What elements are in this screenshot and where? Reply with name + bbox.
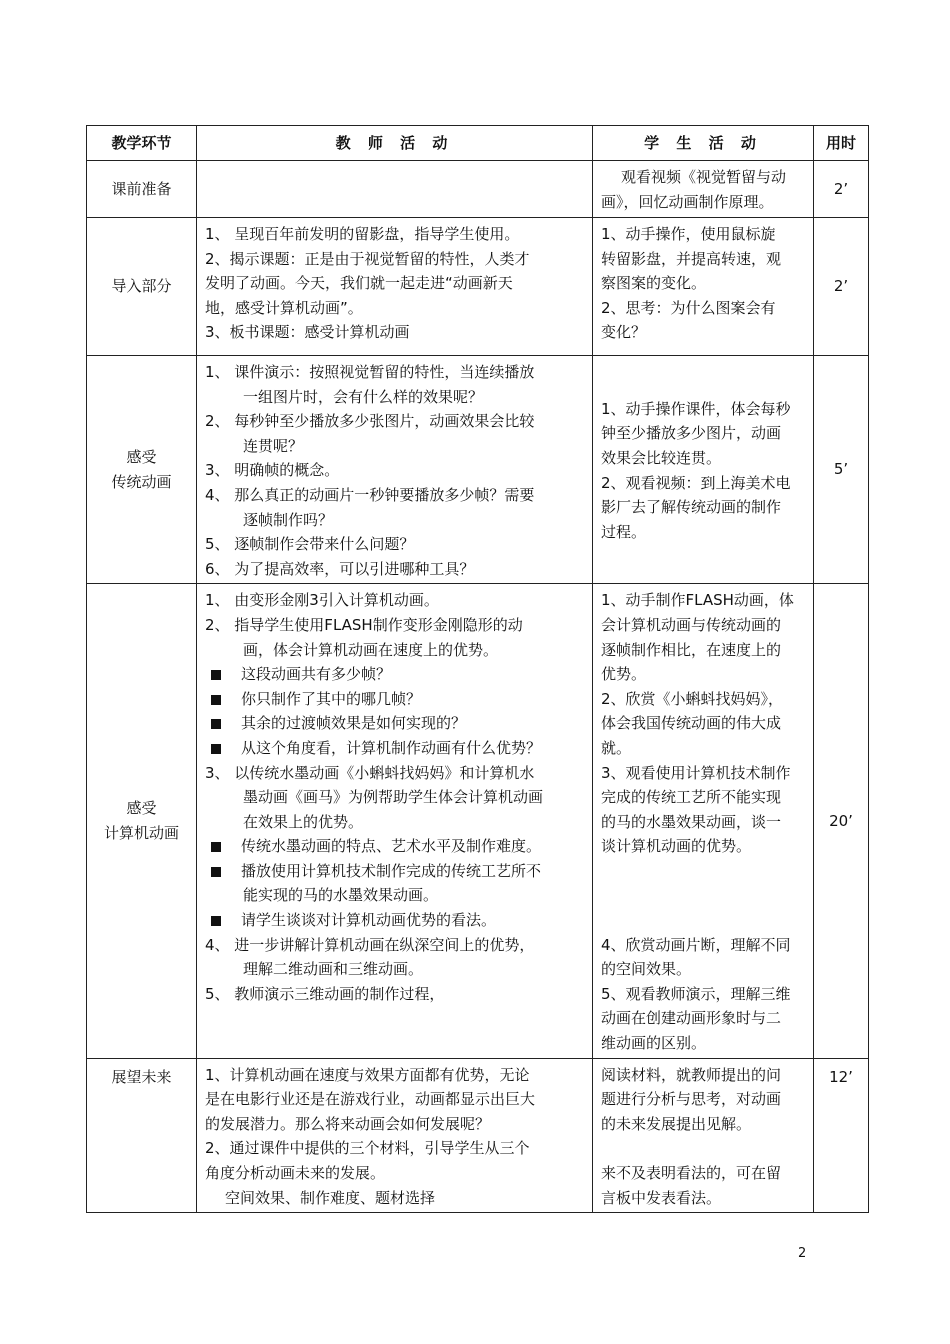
square-bullet-icon [211,744,221,754]
teacher-line: 4、 那么真正的动画片一秒钟要播放多少帧？需要 [205,485,535,504]
spacer [601,908,807,933]
spacer [601,883,807,908]
square-bullet-icon [211,719,221,729]
student-line: 4、欣赏动画片断，理解不同 [601,935,791,954]
student-line: 2、欣赏《小蝌蚪找妈妈》， [601,689,784,708]
square-bullet-icon [211,842,221,852]
student-line: 变化？ [601,323,647,342]
student-line: 完成的传统工艺所不能实现 [601,788,782,807]
teacher-line: 2、通过课件中提供的三个材料，引导学生从三个 [205,1139,530,1158]
header-student-activity: 学 生 活 动 [593,126,814,161]
teacher-line: 1、 由变形金刚3引入计算机动画。 [205,591,439,610]
student-line: 的马的水墨效果动画，谈一 [601,812,782,831]
student-line: 钟至少播放多少图片，动画 [601,424,782,443]
header-time: 用时 [814,126,869,161]
teacher-line: 6、 为了提高效率，可以引进哪种工具？ [205,559,475,578]
student-line: 逐帧制作相比，在速度上的 [601,640,782,659]
teacher-activity-cell [197,161,593,218]
bullet-text: 传统水墨动画的特点、艺术水平及制作难度。 [241,837,542,856]
stage-cell [87,1058,197,1213]
bullet-text: 你只制作了其中的哪几帧？ [241,689,422,708]
student-line: 2、思考：为什么图案会有 [601,298,776,317]
table-row [87,356,869,584]
stage-cell [87,584,197,1058]
square-bullet-icon [211,670,221,680]
teacher-line: 1、 呈现百年前发明的留影盘，指导学生使用。 [205,225,520,243]
student-line: 会计算机动画与传统动画的 [601,615,782,634]
student-line: 的空间效果。 [601,960,692,979]
teacher-line: 连贯呢？ [243,436,304,455]
teacher-line: 画，体会计算机动画在速度上的优势。 [243,640,499,659]
teacher-line: 的发展潜力。那么将来动画会如何发展呢？ [205,1114,491,1133]
student-activity-cell [593,161,814,218]
stage-label: 感受 [126,448,157,467]
teacher-activity-cell [197,1058,593,1213]
header-teacher-activity: 教 师 活 动 [197,126,593,161]
teacher-line: 5、 教师演示三维动画的制作过程， [205,984,445,1003]
bullet-text: 请学生谈谈对计算机动画优势的看法。 [241,911,497,930]
student-line: 来不及表明看法的，可在留 [601,1164,782,1182]
page-number: 2 [798,1246,807,1261]
stage-cell [87,356,197,584]
spacer [601,1136,807,1161]
header-stage: 教学环节 [87,126,197,161]
bullet-item [205,662,586,687]
time-cell: 12’ [814,1058,869,1213]
student-line: 1、动手操作，使用鼠标旋 [601,225,776,243]
student-line: 过程。 [601,522,647,541]
teacher-line: 一组图片时，会有什么样的效果呢？ [243,387,484,406]
teacher-line: 在效果上的优势。 [243,812,364,831]
teacher-line: 理解二维动画和三维动画。 [243,960,424,979]
stage-label: 导入部分 [111,277,172,296]
student-line: 效果会比较连贯。 [601,449,722,468]
teacher-activity-cell [197,356,593,584]
stage-label: 课前准备 [111,179,172,198]
table-row [87,218,869,356]
stage-label: 传统动画 [111,472,172,491]
bullet-item [205,908,586,933]
teacher-line: 2、 指导学生使用FLASH制作变形金刚隐形的动 [205,615,523,634]
table-row [87,584,869,1058]
teacher-line: 地，感受计算机动画”。 [205,298,363,317]
stage-label: 展望未来 [111,1067,172,1086]
bullet-text: 这段动画共有多少帧？ [241,665,392,684]
student-line: 1、动手操作课件，体会每秒 [601,399,791,418]
student-line: 3、观看使用计算机技术制作 [601,763,791,782]
student-line: 就。 [601,738,632,757]
student-line: 谈计算机动画的优势。 [601,837,752,856]
bullet-text: 播放使用计算机技术制作完成的传统工艺所不 [241,861,542,880]
student-line: 维动画的区别。 [601,1034,707,1053]
student-activity-cell [593,356,814,584]
student-activity-cell [593,584,814,1058]
teacher-line: 2、 每秒钟至少播放多少张图片，动画效果会比较 [205,412,535,431]
student-line: 5、观看教师演示，理解三维 [601,984,791,1003]
teacher-activity-cell [197,584,593,1058]
bullet-item [205,859,586,884]
student-line: 1、动手制作FLASH动画，体 [601,591,794,610]
student-line: 转留影盘，并提高转速，观 [601,249,782,268]
stage-label: 感受 [126,799,157,818]
student-line: 优势。 [601,665,647,684]
square-bullet-icon [211,867,221,877]
table-row [87,161,869,218]
bullet-item [205,711,586,736]
lesson-plan-table [86,125,869,1213]
student-line: 题进行分析与思考，对动画 [601,1090,782,1109]
teacher-line: 墨动画《画马》为例帮助学生体会计算机动画 [243,788,544,807]
teacher-line: 2、揭示课题：正是由于视觉暂留的特性，人类才 [205,249,530,268]
bullet-item [205,687,586,712]
student-line: 察图案的变化。 [601,274,707,293]
student-line: 2、观看视频：到上海美术电 [601,473,791,492]
table-row [87,1058,869,1213]
bullet-text: 从这个角度看，计算机制作动画有什么优势？ [241,738,542,757]
teacher-line: 角度分析动画未来的发展。 [205,1164,386,1182]
teacher-line: 发明了动画。今天，我们就一起走进“动画新天 [205,274,513,293]
time-cell: 5’ [814,356,869,584]
student-line: 言板中发表看法。 [601,1188,722,1207]
teacher-activity-cell [197,218,593,356]
time-cell: 2’ [814,218,869,356]
teacher-line: 是在电影行业还是在游戏行业，动画都显示出巨大 [205,1090,536,1109]
teacher-line: 3、板书课题：感受计算机动画 [205,323,410,342]
header-row [87,126,869,161]
teacher-line: 1、计算机动画在速度与效果方面都有优势，无论 [205,1065,530,1084]
student-line: 动画在创建动画形象时与二 [601,1009,782,1028]
stage-cell [87,218,197,356]
student-line: 阅读材料，就教师提出的问 [601,1065,782,1084]
teacher-line: 空间效果、制作难度、题材选择 [225,1188,436,1207]
teacher-line: 5、 逐帧制作会带来什么问题？ [205,535,415,554]
square-bullet-icon [211,695,221,705]
stage-cell [87,161,197,218]
teacher-line: 能实现的马的水墨效果动画。 [243,886,439,905]
teacher-line: 逐帧制作吗？ [243,510,334,529]
teacher-line: 3、 以传统水墨动画《小蝌蚪找妈妈》和计算机水 [205,763,535,782]
teacher-line: 4、 进一步讲解计算机动画在纵深空间上的优势， [205,935,535,954]
teacher-line: 1、 课件演示：按照视觉暂留的特性，当连续播放 [205,363,535,381]
bullet-item [205,736,586,761]
student-activity-cell [593,218,814,356]
student-line: 画》，回忆动画制作原理。 [601,192,774,211]
student-activity-cell [593,1058,814,1213]
square-bullet-icon [211,916,221,926]
bullet-item [205,834,586,859]
student-line: 观看视频《视觉暂留与动 [621,168,787,186]
time-cell: 20’ [814,584,869,1058]
spacer [601,859,807,884]
teacher-line: 3、 明确帧的概念。 [205,461,340,480]
student-line: 的未来发展提出见解。 [601,1114,752,1133]
stage-label: 计算机动画 [103,823,179,842]
bullet-text: 其余的过渡帧效果是如何实现的？ [241,714,467,733]
student-line: 影厂去了解传统动画的制作 [601,498,782,517]
student-line: 体会我国传统动画的伟大成 [601,714,782,733]
time-cell: 2’ [814,161,869,218]
